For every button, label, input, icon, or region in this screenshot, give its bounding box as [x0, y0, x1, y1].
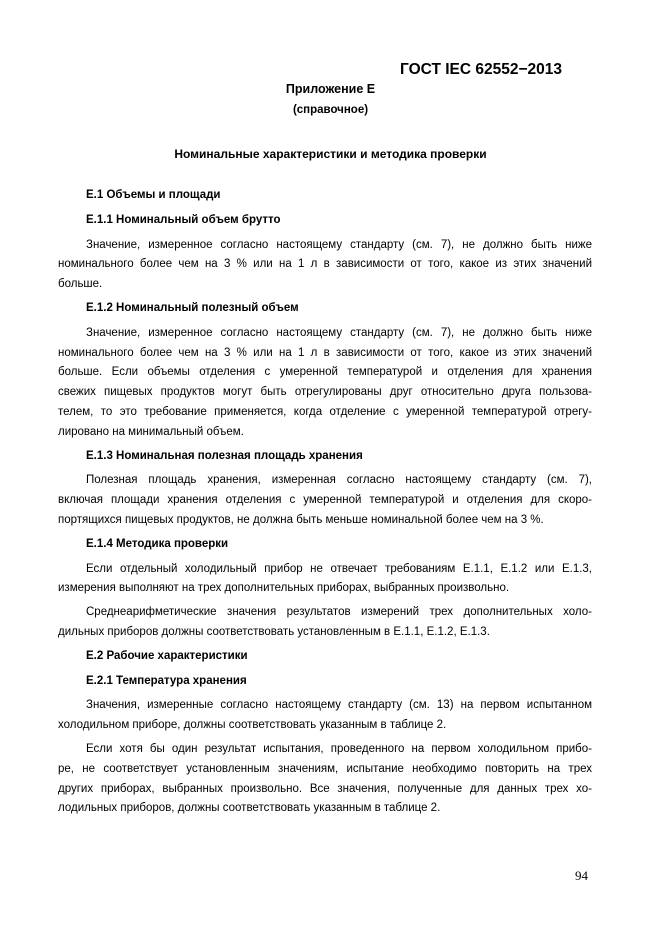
- text-line: портящихся пищевых продуктов, не должна быть меньше номинальной более чем на 3 %.: [58, 513, 544, 526]
- text-line: других приборах, выбранных произвольно. Все значения, полученные для данных трех хо-: [58, 782, 592, 795]
- paragraph-e12-1: [58, 324, 592, 443]
- text-line: Значение, измеренное согласно настоящему стандарту (см. 7), не должно быть ниже: [86, 326, 592, 339]
- text-line: включая площади хранения отделения с умеренной температурой и отделения для скоро-: [58, 494, 592, 507]
- page-title: Номинальные характеристики и методика проверки: [174, 147, 487, 161]
- section-heading-e21: Е.2.1 Температура хранения: [86, 674, 247, 687]
- section-heading-e12: Е.1.2 Номинальный полезный объем: [86, 301, 299, 314]
- text-line: больше.: [58, 278, 103, 291]
- section-heading-e2: Е.2 Рабочие характеристики: [86, 649, 248, 662]
- text-line: Если хотя бы один результат испытания, проведенного на первом холодильном прибо-: [86, 742, 592, 755]
- text-line: ре, не соответствует установленным значениям, испытание необходимо повторить на трех: [58, 762, 592, 775]
- text-line: свежих пищевых продуктов могут быть отрегулированы друг относительно друга пользова-: [58, 386, 592, 399]
- text-line: измерения выполняют на трех дополнительных приборах, выбранных произвольно.: [58, 582, 510, 595]
- text-line: телем, то это требование применяется, когда отделение с умеренной температурой отрегу-: [58, 405, 592, 418]
- page-number: 94: [575, 868, 588, 883]
- document-body: [58, 186, 592, 823]
- text-line: Значение, измеренное согласно настоящему стандарту (см. 7), не должно быть ниже: [86, 238, 592, 251]
- text-line: больше. Если объемы отделения с умеренной температурой и отделения для хранения: [58, 366, 592, 379]
- paragraph-e13-1: [58, 471, 592, 530]
- paragraph-e21-1: [58, 696, 592, 736]
- text-line: Среднеарифметические значения результатов измерений трех дополнительных холо-: [86, 606, 592, 619]
- text-line: номинального более чем на 3 % или на 1 л в зависимости от того, какое из этих значений: [58, 346, 592, 359]
- paragraph-e11-1: [58, 236, 592, 295]
- text-line: Полезная площадь хранения, измеренная согласно настоящему стандарту (см. 7),: [86, 474, 592, 487]
- section-heading-e1: Е.1 Объемы и площади: [86, 189, 221, 201]
- section-heading-e13: Е.1.3 Номинальная полезная площадь хранения: [86, 449, 363, 462]
- text-line: номинального более чем на 3 % или на 1 л в зависимости от того, какое из этих значений: [58, 258, 592, 271]
- text-line: Если отдельный холодильный прибор не отвечает требованиям Е.1.1, Е.1.2 или Е.1.3,: [86, 562, 592, 575]
- text-line: лодильных приборов, должны соответствовать указанным в таблице 2.: [58, 802, 441, 815]
- paragraph-e14-1: [58, 560, 592, 600]
- text-line: дильных приборов должны соответствовать установленным в Е.1.1, Е.1.2, Е.1.3.: [58, 625, 490, 638]
- appendix-title: Приложение Е: [285, 82, 376, 96]
- standard-code: ГОСТ IEC 62552−2013: [400, 61, 563, 78]
- section-heading-e14: Е.1.4 Методика проверки: [86, 537, 229, 550]
- text-line: Значения, измеренные согласно настоящему стандарту (см. 13) на первом испытанном: [86, 699, 592, 712]
- paragraph-e14-2: [58, 603, 592, 643]
- appendix-subtitle: (справочное): [292, 104, 369, 116]
- section-heading-e11: Е.1.1 Номинальный объем брутто: [86, 213, 281, 226]
- paragraph-e21-2: [58, 740, 592, 819]
- text-line: лировано на минимальный объем.: [58, 425, 244, 438]
- text-line: холодильном приборе, должны соответствовать указанным в таблице 2.: [58, 719, 447, 732]
